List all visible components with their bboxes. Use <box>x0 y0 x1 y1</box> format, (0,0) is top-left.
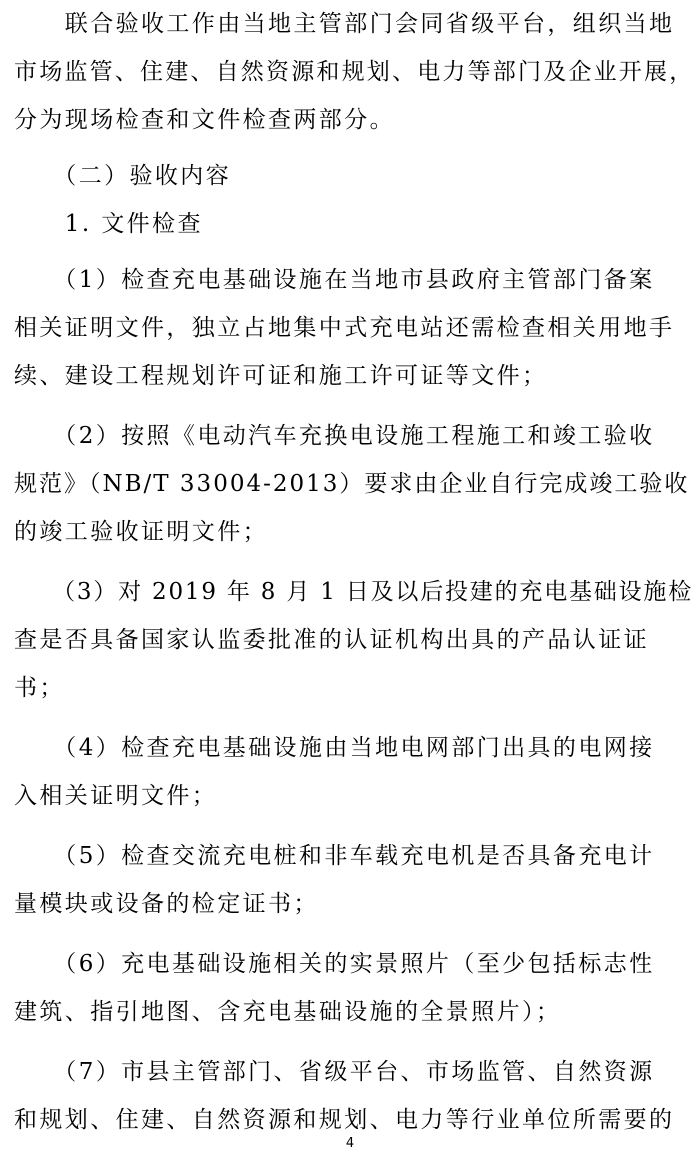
section-heading <box>14 152 694 200</box>
text-line: （1）检查充电基础设施在当地市县政府主管部门备案 <box>14 267 655 293</box>
text-line: 书； <box>14 675 65 701</box>
text-line: （4）检查充电基础设施由当地电网部门出具的电网接 <box>14 735 655 761</box>
list-item-4 <box>14 724 694 820</box>
text-line: 入相关证明文件； <box>14 783 218 809</box>
text-line: （6）充电基础设施相关的实景照片（至少包括标志性 <box>14 951 655 977</box>
text-line: （5）检查交流充电桩和非车载充电机是否具备充电计 <box>14 843 655 869</box>
list-item-6 <box>14 940 694 1036</box>
list-item-7 <box>14 1048 694 1144</box>
text-line: 建筑、指引地图、含充电基础设施的全景照片）； <box>14 999 562 1025</box>
text-line: （7）市县主管部门、省级平台、市场监管、自然资源 <box>14 1059 655 1085</box>
text-line: 市场监管、住建、自然资源和规划、电力等部门及企业开展， <box>14 59 695 85</box>
paragraph-acceptance-intro <box>14 0 694 144</box>
text-line: 分为现场检查和文件检查两部分。 <box>14 107 395 133</box>
text-line: 量模块或设备的检定证书； <box>14 891 319 917</box>
text-line: 联合验收工作由当地主管部门会同省级平台，组织当地 <box>14 11 675 37</box>
list-item-3 <box>14 568 694 712</box>
list-item-1 <box>14 256 694 400</box>
text-line: 和规划、住建、自然资源和规划、电力等行业单位所需要的 <box>14 1107 675 1133</box>
text-line: 的竣工验收证明文件； <box>14 519 268 545</box>
list-item-2 <box>14 412 694 556</box>
text-line: （2）按照《电动汽车充换电设施工程施工和竣工验收 <box>14 423 655 449</box>
text-line: 规范》（NB/T 33004-2013）要求由企业自行完成竣工验收 <box>14 471 690 497</box>
text-line: 续、建设工程规划许可证和施工许可证等文件； <box>14 363 548 389</box>
heading-acceptance-content: （二）验收内容 <box>14 163 232 189</box>
page-number: 4 <box>345 1136 355 1151</box>
subsection-heading <box>14 200 694 248</box>
list-item-5 <box>14 832 694 928</box>
text-line: （3）对 2019 年 8 月 1 日及以后投建的充电基础设施检 <box>14 579 693 605</box>
text-line: 查是否具备国家认监委批准的认证机构出具的产品认证证 <box>14 627 649 653</box>
document-body <box>14 0 694 1144</box>
heading-document-check: 1. 文件检查 <box>14 211 203 237</box>
text-line: 相关证明文件，独立占地集中式充电站还需检查相关用地手 <box>14 315 675 341</box>
